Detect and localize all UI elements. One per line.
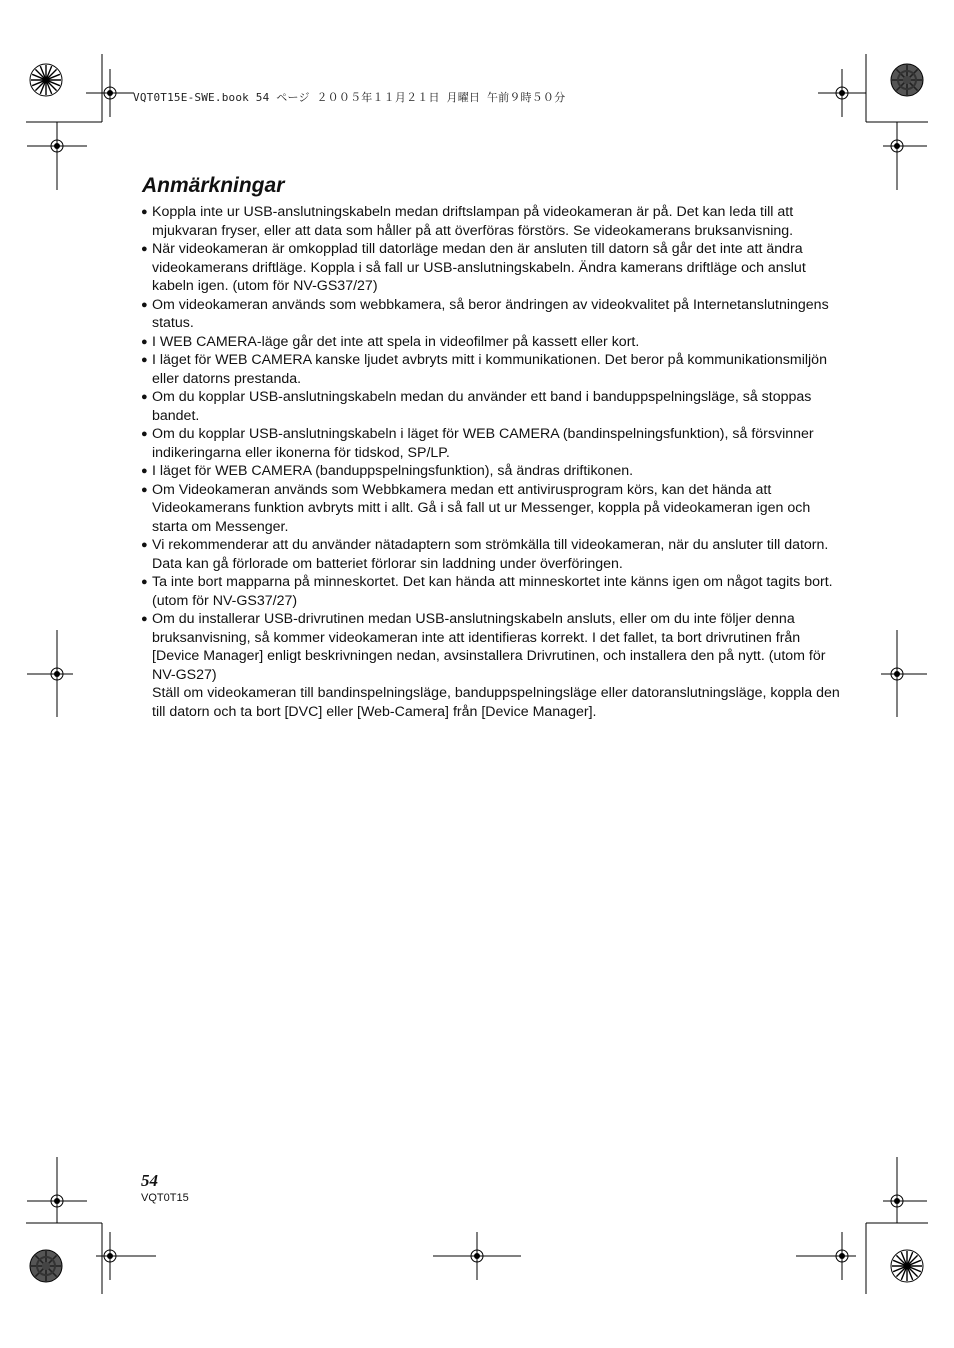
note-item [142, 573, 842, 610]
note-item [142, 388, 842, 425]
note-text: Om Videokameran används som Webbkamera medan ett antivirusprogram körs, kan det hända att Videokamerans funktion avbryts mitt i allt. Gå i så fall ut ur Messenger, koppla på videokameran igen och starta om Messenger. [152, 481, 811, 535]
print-file-header: VQT0T15E-SWE.book 54 ページ ２００５年１１月２１日 月曜日 午前９時５０分 [133, 91, 566, 104]
note-text: I läget för WEB CAMERA kanske ljudet avbryts mitt i kommunikationen. Det beror på kommunikationsmiljön eller datorns prestanda. [152, 352, 827, 387]
note-item [142, 425, 842, 462]
bullet-icon: ● [141, 428, 148, 440]
note-item [142, 333, 842, 352]
bullet-icon: ● [141, 298, 148, 311]
note-text: När videokameran är omkopplad till datorläge medan den är ansluten till datorn så går det inte att ändra videokamerans driftläge. Koppla i så fall ur USB-anslutningskabeln. Ändra kamerans driftläge och anslut kabeln igen. (utom för NV-GS37/27) [152, 241, 806, 294]
note-text: Ta inte bort mapparna på minneskortet. Det kan hända att minneskortet inte känns igen om något tagits bort. (utom för NV-GS37/27) [152, 574, 833, 609]
bullet-icon: ● [141, 243, 148, 255]
note-text: Vi rekommenderar att du använder nätadaptern som strömkälla till videokameran, när du ansluter till datorn. Data kan gå förlorade om batteriet förlorar sin laddning under överföringen. [152, 537, 829, 572]
note-item [142, 296, 842, 333]
bullet-icon: ● [141, 613, 148, 625]
note-text: Om du kopplar USB-anslutningskabeln medan du använder ett band i banduppspelningsläge, så stoppas bandet. [152, 389, 812, 424]
section-title: Anmärkningar [142, 174, 285, 197]
note-item [142, 203, 842, 240]
note-text: I läget för WEB CAMERA (banduppspelningsfunktion), så ändras driftikonen. [152, 463, 634, 479]
page-number: 54 [141, 1171, 158, 1190]
bullet-icon: ● [141, 206, 148, 218]
note-text: Om du installerar USB-drivrutinen medan USB-anslutningskabeln ansluts, eller om du inte följer denna bruksanvisning, så kommer videokameran inte att identifieras korrekt. I det fallet, ta bort drivrutinen från [Device Manager] enligt beskrivningen nedan, avsinstallera Drivrutinen, och installera den på nytt. (utom för NV-GS27) [152, 611, 826, 683]
notes-list [142, 203, 842, 721]
bullet-icon: ● [141, 483, 148, 496]
bullet-icon: ● [141, 576, 148, 588]
note-continuation: Ställ om videokameran till bandinspelningsläge, banduppspelningsläge eller datoranslutningsläge, koppla den till datorn och ta bort [DVC] eller [Web-Camera] från [Device Manager]. [152, 685, 840, 720]
bullet-icon: ● [141, 335, 148, 348]
bullet-icon: ● [141, 539, 148, 551]
note-text: Koppla inte ur USB-anslutningskabeln medan driftslampan på videokameran är på. Det kan leda till att mjukvaran fryser, eller att data som håller på att överföras förstörs. Se videokamerans bruksanvisning. [152, 204, 794, 239]
bullet-icon: ● [141, 354, 148, 366]
note-text: Om du kopplar USB-anslutningskabeln i läget för WEB CAMERA (bandinspelningsfunktion), så försvinner indikeringarna eller ikonerna för tidskod, SP/LP. [152, 426, 814, 461]
note-item [142, 462, 842, 481]
note-text: Om videokameran används som webbkamera, så beror ändringen av videokvalitet på Internetanslutningens status. [152, 296, 829, 331]
note-item [142, 536, 842, 573]
note-text: I WEB CAMERA-läge går det inte att spela in videofilmer på kassett eller kort. [152, 333, 640, 350]
note-item [142, 610, 842, 721]
document-code: VQT0T15 [141, 1192, 189, 1204]
bullet-icon: ● [141, 465, 148, 477]
note-item [142, 240, 842, 296]
bullet-icon: ● [141, 391, 148, 403]
note-item [142, 481, 842, 537]
note-item [142, 351, 842, 388]
